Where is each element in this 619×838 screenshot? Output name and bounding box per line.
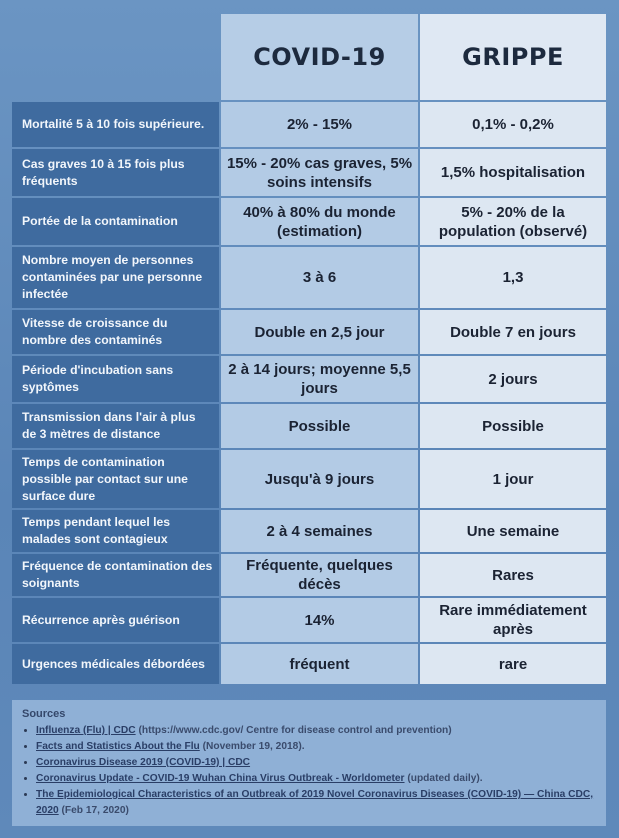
source-note: (Feb 17, 2020) <box>58 805 129 816</box>
grippe-value: 2 jours <box>420 356 606 402</box>
table-header-row <box>12 14 606 100</box>
grippe-value: 1,3 <box>420 247 606 308</box>
covid-value: Fréquente, quelques décès <box>221 554 418 596</box>
source-link[interactable]: Influenza (Flu) | CDC <box>36 725 136 736</box>
covid-value: Jusqu'à 9 jours <box>221 450 418 508</box>
grippe-value: 1 jour <box>420 450 606 508</box>
comparison-table <box>12 14 606 684</box>
source-item <box>36 755 596 771</box>
source-link[interactable]: Facts and Statistics About the Flu <box>36 741 200 752</box>
source-note: (updated daily). <box>404 773 483 784</box>
grippe-value: 1,5% hospitalisation <box>420 149 606 196</box>
table-row <box>12 554 606 596</box>
table-row <box>12 247 606 308</box>
grippe-value: 0,1% - 0,2% <box>420 102 606 147</box>
table-row <box>12 510 606 552</box>
row-label: Période d'incubation sans syptômes <box>12 356 219 402</box>
source-note: (November 19, 2018). <box>199 741 305 752</box>
table-row <box>12 102 606 147</box>
table-row <box>12 310 606 354</box>
source-item <box>36 787 596 819</box>
header-covid: COVID-19 <box>221 14 418 100</box>
table-row <box>12 404 606 448</box>
grippe-value: rare <box>420 644 606 684</box>
row-label: Temps de contamination possible par contact sur une surface dure <box>12 450 219 508</box>
grippe-value: Rares <box>420 554 606 596</box>
source-item <box>36 723 596 739</box>
row-label: Cas graves 10 à 15 fois plus fréquents <box>12 149 219 196</box>
row-label: Urgences médicales débordées <box>12 644 219 684</box>
covid-value: Possible <box>221 404 418 448</box>
covid-value: 40% à 80% du monde (estimation) <box>221 198 418 245</box>
header-grippe: GRIPPE <box>420 14 606 100</box>
covid-value: 2 à 4 semaines <box>221 510 418 552</box>
header-empty-cell <box>12 14 219 100</box>
sources-box <box>12 700 606 826</box>
source-item <box>36 771 596 787</box>
grippe-value: Une semaine <box>420 510 606 552</box>
row-label: Portée de la contamination <box>12 198 219 245</box>
covid-value: 14% <box>221 598 418 642</box>
table-row <box>12 644 606 684</box>
grippe-value: Double 7 en jours <box>420 310 606 354</box>
grippe-value: Rare immédiatement après <box>420 598 606 642</box>
source-item <box>36 739 596 755</box>
table-row <box>12 149 606 196</box>
covid-value: 2% - 15% <box>221 102 418 147</box>
row-label: Récurrence après guérison <box>12 598 219 642</box>
table-row <box>12 198 606 245</box>
row-label: Vitesse de croissance du nombre des contaminés <box>12 310 219 354</box>
row-label: Mortalité 5 à 10 fois supérieure. <box>12 102 219 147</box>
row-label: Temps pendant lequel les malades sont contagieux <box>12 510 219 552</box>
row-label: Fréquence de contamination des soignants <box>12 554 219 596</box>
covid-value: 3 à 6 <box>221 247 418 308</box>
sources-list <box>22 723 596 819</box>
table-row <box>12 598 606 642</box>
row-label: Transmission dans l'air à plus de 3 mètres de distance <box>12 404 219 448</box>
grippe-value: 5% - 20% de la population (observé) <box>420 198 606 245</box>
source-link[interactable]: The Epidemiological Characteristics of an Outbreak of 2019 Novel Coronavirus Diseases (COVID-19) — China CDC, 2020 <box>36 789 594 816</box>
grippe-value: Possible <box>420 404 606 448</box>
covid-value: 15% - 20% cas graves, 5% soins intensifs <box>221 149 418 196</box>
covid-value: Double en 2,5 jour <box>221 310 418 354</box>
source-note: (https://www.cdc.gov/ Centre for disease control and prevention) <box>135 725 452 736</box>
source-link[interactable]: Coronavirus Update - COVID-19 Wuhan China Virus Outbreak - Worldometer <box>36 773 405 784</box>
row-label: Nombre moyen de personnes contaminées par une personne infectée <box>12 247 219 308</box>
table-row <box>12 450 606 508</box>
source-link[interactable]: Coronavirus Disease 2019 (COVID-19) | CDC <box>36 757 251 768</box>
table-row <box>12 356 606 402</box>
covid-value: fréquent <box>221 644 418 684</box>
covid-value: 2 à 14 jours; moyenne 5,5 jours <box>221 356 418 402</box>
sources-title: Sources <box>22 708 66 720</box>
